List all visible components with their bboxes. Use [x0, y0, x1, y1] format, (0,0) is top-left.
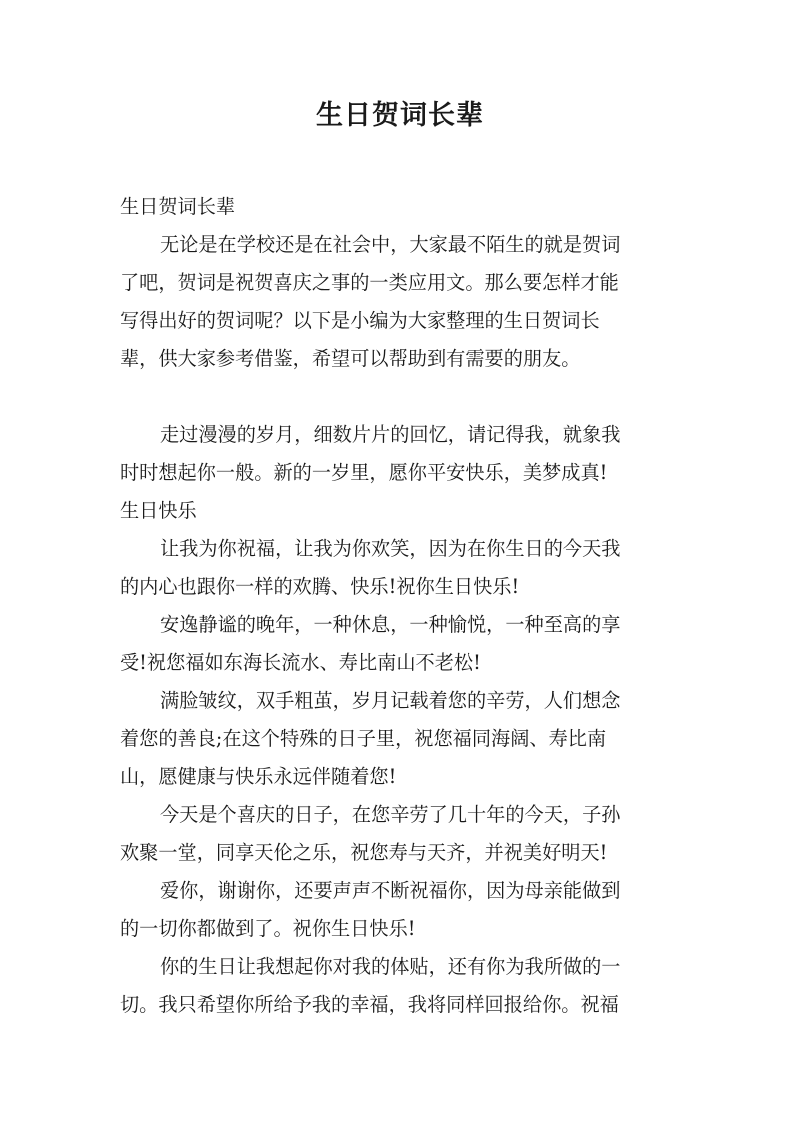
text-line: 着您的善良;在这个特殊的日子里，祝您福同海阔、寿比南: [120, 727, 607, 750]
text-line: 山，愿健康与快乐永远伴随着您!: [120, 765, 397, 788]
document-body: [120, 188, 684, 1024]
text-line: 了吧，贺词是祝贺喜庆之事的一类应用文。那么要怎样才能: [120, 271, 619, 294]
text-line: 你的生日让我想起你对我的体贴，还有你为我所做的一: [160, 955, 621, 978]
text-line: 时时想起你一般。新的一岁里，愿你平安快乐，美梦成真!: [120, 461, 608, 484]
text-line: 安逸静谧的晚年，一种休息，一种愉悦，一种至高的享: [160, 613, 621, 636]
text-line: 欢聚一堂，同享天伦之乐，祝您寿与天齐，并祝美好明天!: [120, 841, 608, 864]
text-line: 让我为你祝福，让我为你欢笑，因为在你生日的今天我: [160, 537, 621, 560]
text-line: 受!祝您福如东海长流水、寿比南山不老松!: [120, 651, 481, 674]
text-line: 写得出好的贺词呢？以下是小编为大家整理的生日贺词长: [120, 309, 600, 332]
text-line: 切。我只希望你所给予我的幸福，我将同样回报给你。祝福: [120, 993, 619, 1016]
text-line: 爱你，谢谢你，还要声声不断祝福你，因为母亲能做到: [160, 879, 621, 902]
text-line: 辈，供大家参考借鉴，希望可以帮助到有需要的朋友。: [120, 347, 581, 370]
text-line: 的一切你都做到了。祝你生日快乐!: [120, 917, 416, 940]
text-line: 满脸皱纹，双手粗茧，岁月记载着您的辛劳，人们想念: [160, 689, 621, 712]
paragraph-gap: [120, 378, 684, 416]
page-title: 生日贺词长辈: [316, 100, 484, 131]
text-line: 生日贺词长辈: [120, 195, 236, 218]
text-line: 无论是在学校还是在社会中，大家最不陌生的就是贺词: [160, 233, 621, 256]
text-line: 今天是个喜庆的日子，在您辛劳了几十年的今天，子孙: [160, 803, 621, 826]
text-line: 的内心也跟你一样的欢腾、快乐!祝你生日快乐!: [120, 575, 520, 598]
text-line: 走过漫漫的岁月，细数片片的回忆，请记得我，就象我: [160, 423, 621, 446]
text-line: 生日快乐: [120, 499, 197, 522]
